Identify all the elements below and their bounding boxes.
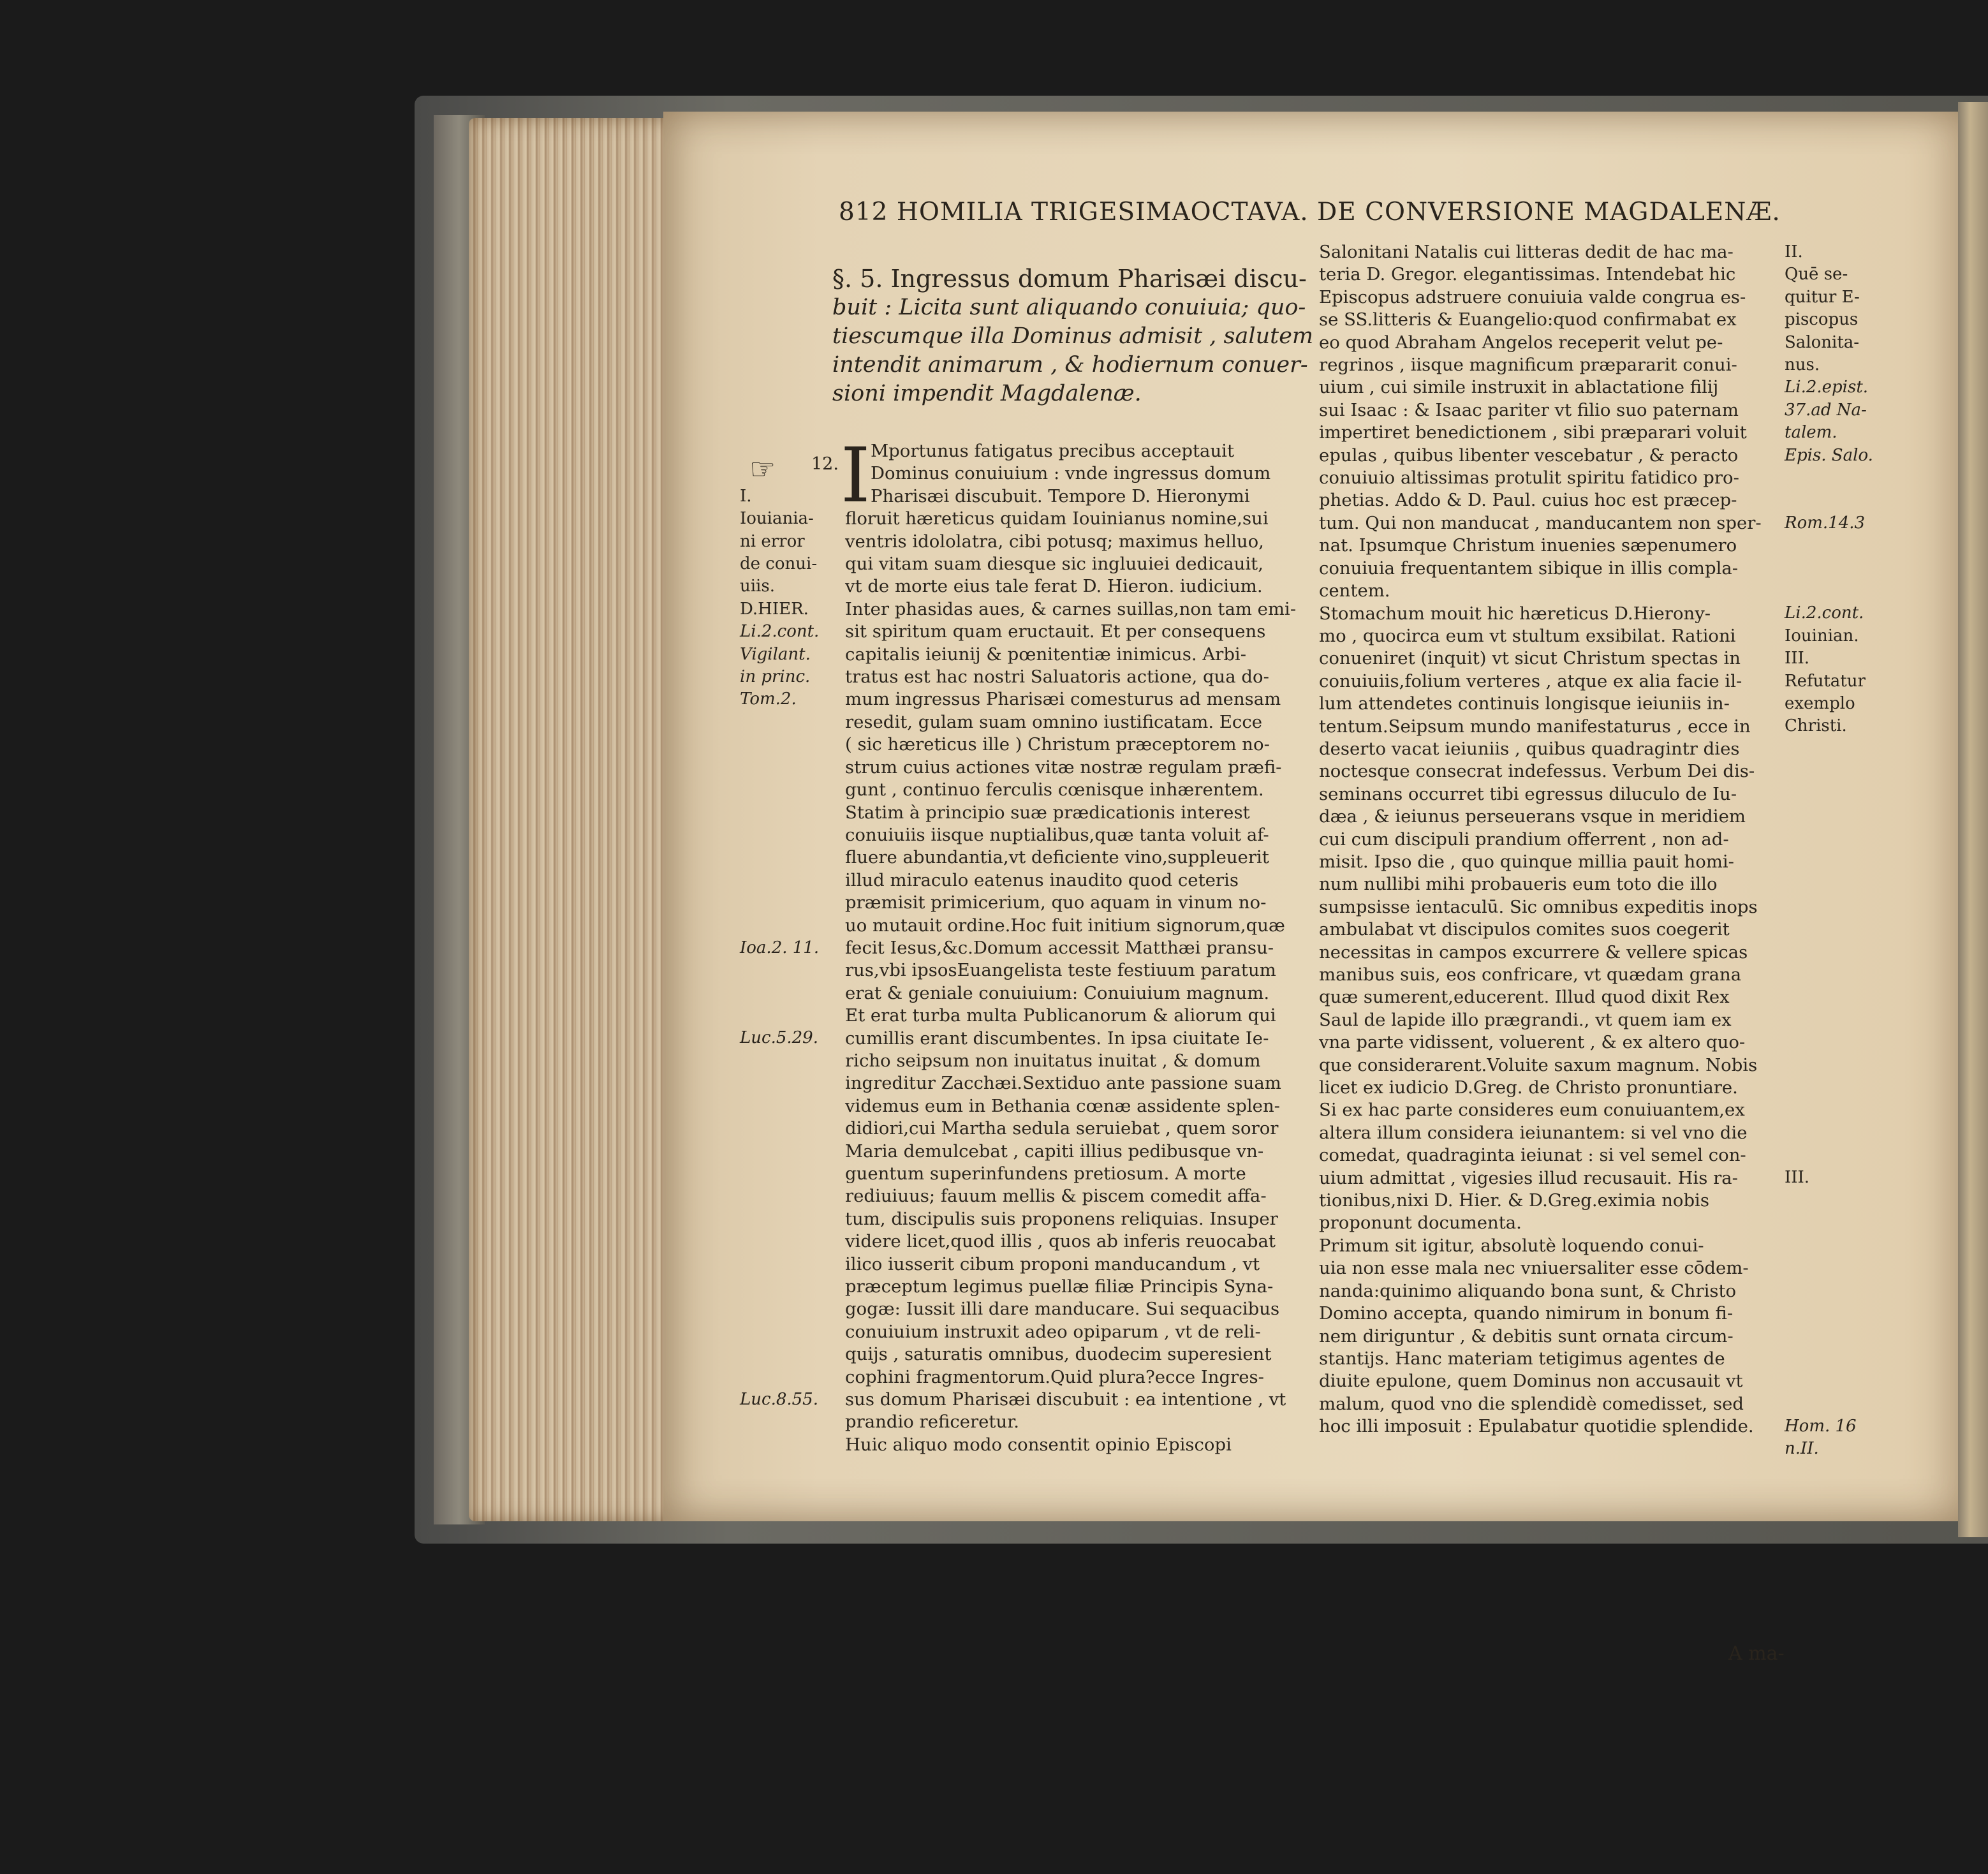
- text-line: tionibus,nixi D. Hier. & D.Greg.eximia nobis: [1319, 1190, 1709, 1211]
- text-line: fluere abundantia,vt deficiente vino,suppleuerit: [845, 847, 1269, 868]
- margin-note: in princ.: [740, 667, 811, 686]
- text-line: regrinos , iisque magnificum præpararit conui-: [1319, 355, 1737, 376]
- facing-page-edge: [1958, 102, 1988, 1537]
- margin-note: exemplo: [1785, 694, 1855, 713]
- text-line: Dominus conuiuium : vnde ingressus domum: [871, 463, 1271, 484]
- text-line: manibus suis, eos confricare, vt quædam grana: [1319, 964, 1742, 985]
- text-line: Stomachum mouit hic hæreticus D.Hierony-: [1319, 603, 1711, 624]
- text-line: erat & geniale conuiuium: Conuiuium magnum.: [845, 982, 1270, 1003]
- text-line: phetias. Addo & D. Paul. cuius hoc est præcep-: [1319, 490, 1737, 511]
- text-line: ilico iusserit cibum proponi manducandum , vt: [845, 1253, 1260, 1274]
- text-line: videmus eum in Bethania cœnæ assidente splen-: [845, 1095, 1280, 1116]
- text-line: uia non esse mala nec vniuersaliter esse cōdem-: [1319, 1258, 1749, 1279]
- margin-note: piscopus: [1785, 310, 1859, 330]
- text-line: uo mutauit ordine.Hoc fuit initium signorum,quæ: [845, 915, 1285, 936]
- text-line: conuiuiis,folium verteres , atque ex alia facie il-: [1319, 670, 1742, 691]
- running-header: 812 HOMILIA TRIGESIMAOCTAVA. DE CONVERSIONE MAGDALENÆ.: [839, 198, 1781, 226]
- section-heading-line: §. 5. Ingressus domum Pharisæi discu-: [832, 265, 1307, 293]
- text-line: conuiuiis iisque nuptialibus,quæ tanta voluit af-: [845, 824, 1269, 845]
- text-line: ventris idololatra, cibi potusq; maximus helluo,: [845, 531, 1264, 552]
- margin-note: n.II.: [1785, 1439, 1819, 1459]
- margin-note: Luc.5.29.: [740, 1028, 818, 1048]
- text-line: conueniret (inquit) vt sicut Christum spectas in: [1319, 648, 1741, 669]
- text-line: Primum sit igitur, absolutè loquendo conui-: [1319, 1235, 1704, 1256]
- text-line: teria D. Gregor. elegantissimas. Intendebat hic: [1319, 264, 1736, 285]
- text-line: vt de morte eius tale ferat D. Hieron. iudicium.: [845, 576, 1263, 597]
- margin-note: Li.2.cont.: [740, 622, 820, 642]
- text-line: sit spiritum quam eructauit. Et per consequens: [845, 621, 1266, 642]
- text-line: que considerarent.Voluite saxum magnum. Nobis: [1319, 1054, 1758, 1075]
- text-line: didiori,cui Martha sedula seruiebat , quem soror: [845, 1118, 1279, 1139]
- text-line: rus,vbi ipsosEuangelista teste festiuum paratum: [845, 960, 1276, 981]
- margin-note: nus.: [1785, 355, 1820, 374]
- margin-note: talem.: [1785, 423, 1837, 443]
- text-line: se SS.litteris & Euangelio:quod confirmabat ex: [1319, 309, 1737, 330]
- text-line: illud miraculo eatenus inaudito quod ceteris: [845, 869, 1239, 890]
- margin-note: de conui-: [740, 554, 818, 573]
- text-line: mo , quocirca eum vt stultum exsibilat. Rationi: [1319, 625, 1736, 646]
- margin-note: Hom. 16: [1785, 1416, 1857, 1436]
- text-line: Salonitani Natalis cui litteras dedit de hac ma-: [1319, 242, 1734, 262]
- text-line: necessitas in campos excurrere & vellere spicas: [1319, 941, 1748, 963]
- margin-note: Vigilant.: [740, 644, 811, 664]
- margin-note: Epis. Salo.: [1785, 445, 1873, 465]
- text-line: ingreditur Zacchæi.Sextiduo ante passione suam: [845, 1073, 1281, 1094]
- text-line: Statim à principio suæ prædicationis interest: [845, 802, 1250, 823]
- text-line: misit. Ipso die , quo quinque millia pauit homi-: [1319, 851, 1734, 872]
- margin-note: D.HIER.: [740, 599, 809, 619]
- text-line: nem diriguntur , & debitis sunt ornata circum-: [1319, 1325, 1734, 1346]
- section-heading-line: sioni impendit Magdalenæ.: [832, 381, 1142, 406]
- text-line: richo seipsum non inuitatus inuitat , & domum: [845, 1050, 1261, 1071]
- text-line: Et erat turba multa Publicanorum & aliorum qui: [845, 1005, 1276, 1026]
- text-line: prandio reficeretur.: [845, 1412, 1020, 1433]
- margin-note: Ioa.2. 11.: [740, 938, 820, 957]
- margin-note: quitur E-: [1785, 287, 1860, 307]
- text-line: præmisit primicerium, quo aquam in vinum no-: [845, 892, 1267, 913]
- margin-note: 37.ad Na-: [1785, 400, 1867, 420]
- text-line: cophini fragmentorum.Quid plura?ecce Ingres-: [845, 1366, 1264, 1387]
- margin-note: uiis.: [740, 577, 775, 596]
- text-line: qui vitam suam diesque sic ingluuiei dedicauit,: [845, 554, 1263, 575]
- margin-note: Iouiania-: [740, 509, 814, 529]
- text-line: mum ingressus Pharisæi comesturus ad mensam: [845, 689, 1281, 710]
- text-line: sus domum Pharisæi discubuit : ea intentione , vt: [845, 1389, 1286, 1410]
- text-line: Episcopus adstruere conuiuia valde congrua es-: [1319, 286, 1746, 307]
- section-heading: [832, 265, 1323, 408]
- text-line: uium , cui simile instruxit in ablactatione filij: [1319, 377, 1719, 398]
- text-line: licet ex iudicio D.Greg. de Christo pronuntiare.: [1319, 1077, 1738, 1098]
- section-heading-line: tiescumque illa Dominus admisit , salutem: [832, 323, 1314, 349]
- text-line: hoc illi imposuit : Epulabatur quotidie splendide.: [1319, 1416, 1754, 1437]
- text-line: guentum superinfundens pretiosum. A morte: [845, 1163, 1246, 1184]
- margin-note: III.: [1785, 649, 1810, 668]
- catchword: A ma-: [1728, 1642, 1785, 1665]
- text-line: cumillis erant discumbentes. In ipsa ciuitate Ie-: [845, 1028, 1269, 1049]
- margin-note: Salonita-: [1785, 332, 1860, 352]
- left-column: [845, 440, 1311, 1456]
- margin-note: II.: [1785, 242, 1803, 262]
- text-line: lum attendetes continuis longisque ieiuniis in-: [1319, 693, 1730, 714]
- margin-note: III.: [1785, 1168, 1810, 1188]
- margin-note: Li.2.cont.: [1785, 603, 1864, 623]
- text-line: centem.: [1319, 580, 1390, 601]
- text-line: Huic aliquo modo consentit opinio Episcopi: [845, 1434, 1232, 1455]
- text-line: quijs , saturatis omnibus, duodecim superesient: [845, 1344, 1272, 1365]
- pointing-hand-icon: ☞: [749, 452, 776, 486]
- text-line: Inter phasidas aues, & carnes suillas,non tam emi-: [845, 598, 1297, 619]
- margin-note: Luc.8.55.: [740, 1389, 818, 1409]
- text-line: altera illum considera ieiunantem: si vel vno die: [1319, 1122, 1748, 1143]
- margin-note: Tom.2.: [740, 690, 797, 709]
- text-line: ( sic hæreticus ille ) Christum præceptorem no-: [845, 734, 1270, 755]
- margin-note: I.: [740, 486, 752, 506]
- page-edges: [469, 118, 679, 1521]
- text-line: præceptum legimus puellæ filiæ Principis Syna-: [845, 1276, 1274, 1297]
- text-line: fecit Iesus,&c.Domum accessit Matthæi pransu-: [845, 937, 1274, 958]
- text-line: sui Isaac : & Isaac pariter vt filio suo paternam: [1319, 399, 1739, 420]
- text-line: Si ex hac parte consideres eum conuiuantem,ex: [1319, 1100, 1745, 1121]
- text-line: proponunt documenta.: [1319, 1213, 1522, 1234]
- margin-note: Christi.: [1785, 716, 1847, 736]
- text-line: stantijs. Hanc materiam tetigimus agentes de: [1319, 1348, 1725, 1369]
- text-line: sumpsisse ientaculū. Sic omnibus expeditis inops: [1319, 896, 1758, 917]
- text-line: Saul de lapide illo prægrandi., vt quem iam ex: [1319, 1009, 1732, 1030]
- text-line: num nullibi mihi probaueris eum toto die illo: [1319, 874, 1718, 895]
- text-line: tum, discipulis suis proponens reliquias. Insuper: [845, 1208, 1278, 1229]
- text-line: ambulabat vt discipulos comites suos coegerit: [1319, 919, 1730, 940]
- text-line: malum, quod vno die splendidè comedisset, sed: [1319, 1393, 1744, 1414]
- text-line: impertiret benedictionem , sibi præparari voluit: [1319, 422, 1747, 443]
- text-line: Maria demulcebat , capiti illius pedibusque vn-: [845, 1140, 1264, 1162]
- text-line: nat. Ipsumque Christum inuenies sæpenumero: [1319, 535, 1737, 556]
- text-line: dæa , & ieiunus perseuerans vsque in meridiem: [1319, 806, 1746, 827]
- margin-note: Quē se-: [1785, 265, 1848, 284]
- paragraph-number: 12.: [811, 454, 839, 474]
- text-line: cui cum discipuli prandium offerrent , non ad-: [1319, 829, 1729, 850]
- text-line: Domino accepta, quando nimirum in bonum fi-: [1319, 1303, 1734, 1324]
- text-line: gogæ: Iussit illi dare manducare. Sui sequacibus: [845, 1299, 1280, 1320]
- section-heading-line: intendit animarum , & hodiernum conuer-: [832, 352, 1308, 378]
- margin-note: Li.2.epist.: [1785, 378, 1869, 397]
- text-line: comedat, quadraginta ieiunat : si vel semel con-: [1319, 1145, 1746, 1166]
- text-line: rediuiuus; fauum mellis & piscem comedit affa-: [845, 1186, 1267, 1207]
- text-line: strum cuius actiones vitæ nostræ regulam præfi-: [845, 756, 1282, 778]
- text-line: tentum.Seipsum mundo manifestaturus , ecce in: [1319, 716, 1751, 737]
- text-line: floruit hæreticus quidam Iouinianus nomine,sui: [845, 508, 1269, 529]
- text-line: eo quod Abraham Angelos receperit velut pe-: [1319, 332, 1723, 353]
- text-line: gunt , continuo ferculis cœnisque inhærentem.: [845, 779, 1264, 801]
- drop-cap: I: [841, 431, 871, 519]
- text-line: conuiuia frequentantem sibique in illis compla-: [1319, 557, 1739, 579]
- text-line: uium admittat , vigesies illud recusauit. His ra-: [1319, 1167, 1738, 1188]
- text-line: nanda:quinimo aliquando bona sunt, & Christo: [1319, 1280, 1737, 1301]
- text-line: deserto vacat ieiuniis , quibus quadragintr dies: [1319, 738, 1740, 759]
- section-heading-line: buit : Licita sunt aliquando conuiuia; quo-: [832, 295, 1306, 320]
- text-line: noctesque consecrat indefessus. Verbum Dei dis-: [1319, 761, 1755, 782]
- text-line: vna parte vidissent, voluerent , & ex altero quo-: [1319, 1032, 1746, 1053]
- margin-note: Iouinian.: [1785, 626, 1859, 646]
- right-column: [1319, 241, 1778, 1438]
- text-line: tratus est hac nostri Saluatoris actione, qua do-: [845, 667, 1269, 688]
- text-line: diuite epulone, quem Dominus non accusauit vt: [1319, 1371, 1743, 1392]
- text-line: videre licet,quod illis , quos ab inferis reuocabat: [845, 1231, 1276, 1252]
- text-line: epulas , quibus libenter vescebatur , & peracto: [1319, 445, 1739, 466]
- margin-note: ni error: [740, 531, 805, 551]
- text-line: capitalis ieiunij & pœnitentiæ inimicus. Arbi-: [845, 644, 1247, 665]
- text-line: conuiuio altissimas protulit spiritu fatidico pro-: [1319, 468, 1739, 489]
- text-line: resedit, gulam suam omnino iustificatam. Ecce: [845, 711, 1263, 732]
- margin-note: Refutatur: [1785, 671, 1866, 691]
- text-line: Pharisæi discubuit. Tempore D. Hieronymi: [871, 485, 1250, 506]
- text-line: Mportunus fatigatus precibus acceptauit: [871, 441, 1235, 461]
- text-line: seminans occurret tibi egressus diluculo de Iu-: [1319, 783, 1737, 804]
- text-line: conuiuium instruxit adeo opiparum , vt de reli-: [845, 1321, 1261, 1342]
- text-line: quæ sumerent,educerent. Illud quod dixit Rex: [1319, 987, 1730, 1008]
- margin-note: Rom.14.3: [1785, 513, 1866, 533]
- text-line: tum. Qui non manducat , manducantem non sper-: [1319, 512, 1762, 533]
